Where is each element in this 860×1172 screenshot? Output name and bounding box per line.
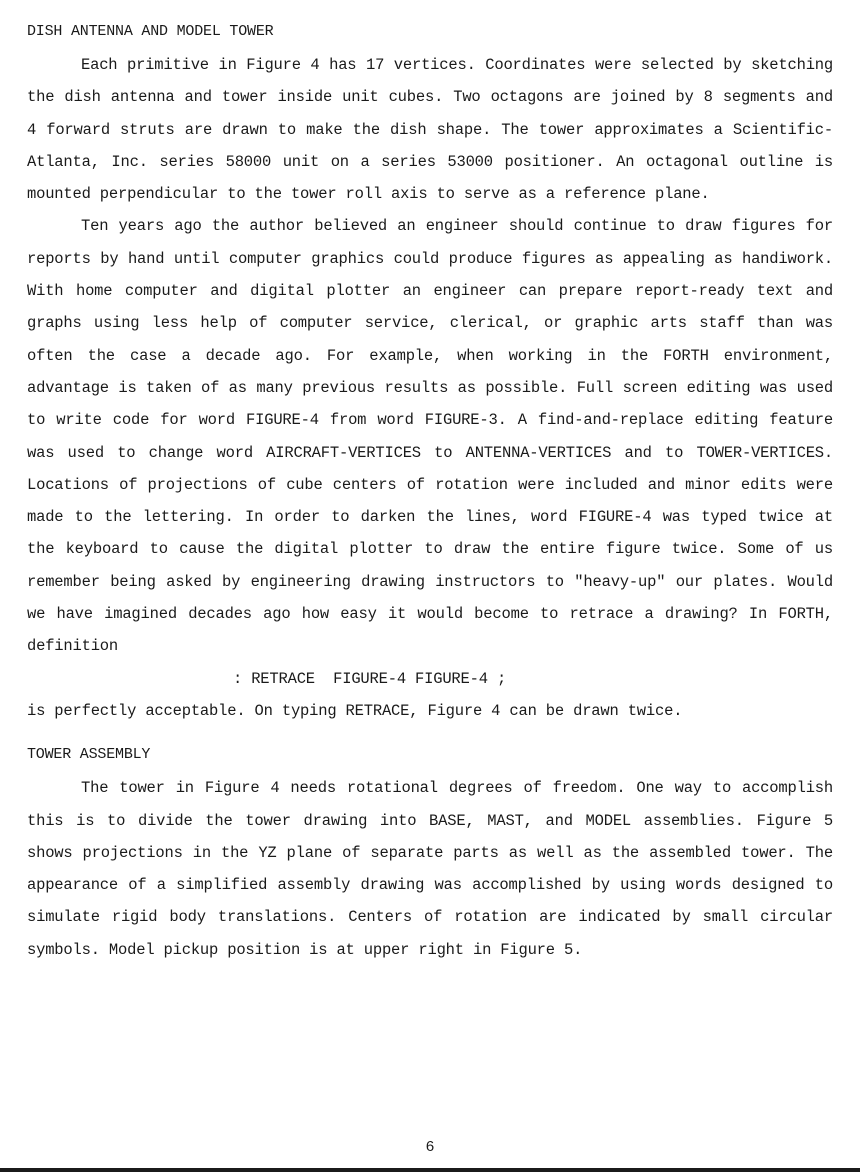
paragraph-tower-assembly: The tower in Figure 4 needs rotational degrees of freedom. One way to accomplish this is to divide the tower drawing into BASE, MAST, and MODEL assemblies. Figure 5 shows projections in the YZ plane of separate parts as well as the assembled tower. The appearance of a simplified assembly drawing was accomplished by using words designed to simulate rigid body translations. Centers of rotation are indicated by small circular symbols. Model pickup position is at upper right in Figure 5. (27, 779, 833, 959)
section-heading-dish-antenna: DISH ANTENNA AND MODEL TOWER (27, 23, 274, 40)
page-number: 6 (425, 1139, 435, 1156)
paragraph-drawing-by-hand: Ten years ago the author believed an engineer should continue to draw figures for reports by hand until computer graphics could produce figures as appealing as handiwork. With home computer and digital plotter an engineer can prepare report-ready text and graphs using less help of computer service, clerical, or graphic arts staff than was often the case a decade ago. For example, when working in the FORTH environment, advantage is taken of as many previous results as possible. Full screen editing was used to write code for word FIGURE-4 from word FIGURE-3. A find-and-replace editing feature was used to change word AIRCRAFT-VERTICES to ANTENNA-VERTICES and to TOWER-VERTICES. Locations of projections of cube centers of rotation were included and minor edits were made to the lettering. In order to darken the lines, word FIGURE-4 was typed twice at the keyboard to cause the digital plotter to draw the entire figure twice. Some of us remember being asked by engineering drawing instructors to "heavy-up" our plates. Would we have imagined decades ago how easy it would become to retrace a drawing? In FORTH, definition (27, 217, 833, 656)
bottom-edge-rule (0, 1168, 860, 1172)
section-heading-tower-assembly: TOWER ASSEMBLY (27, 746, 151, 764)
paragraph-vertices: Each primitive in Figure 4 has 17 vertices. Coordinates were selected by sketching the dish antenna and tower inside unit cubes. Two octagons are joined by 8 segments and 4 forward struts are drawn to make the dish shape. The tower approximates a Scientific-Atlanta, Inc. series 58000 unit on a series 53000 positioner. An octagonal outline is mounted perpendicular to the tower roll axis to serve as a reference plane. (27, 56, 833, 204)
document-page (27, 18, 833, 966)
code-definition-retrace: : RETRACE FIGURE-4 FIGURE-4 ; (233, 669, 507, 688)
paragraph-retrace-result: is perfectly acceptable. On typing RETRACE, Figure 4 can be drawn twice. (27, 701, 683, 720)
